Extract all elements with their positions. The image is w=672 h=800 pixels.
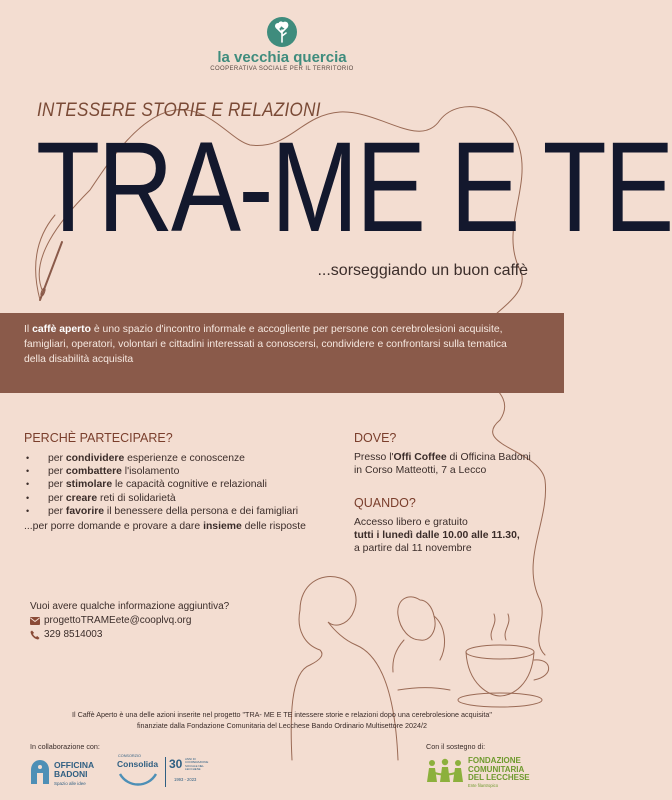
officina-badoni-icon bbox=[30, 759, 50, 785]
brand-subtitle: COOPERATIVA SOCIALE PER IL TERRITORIO bbox=[210, 66, 354, 72]
more-text: ...per porre domande e provare a dare insieme delle risposte bbox=[24, 521, 306, 532]
support-label: Con il sostegno di: bbox=[426, 742, 486, 751]
collab-label: In collaborazione con: bbox=[30, 742, 100, 751]
why-title: PERCHÈ PARTECIPARE? bbox=[24, 431, 173, 445]
oak-tree-logo-icon bbox=[267, 17, 297, 47]
contact-question: Vuoi avere qualche informazione aggiuntiva? bbox=[30, 601, 230, 612]
contact-email[interactable]: progettoTRAMEete@cooplvq.org bbox=[44, 615, 192, 626]
consolida-logo: CONSORZIO Consolida bbox=[116, 752, 161, 790]
when-text: Accesso libero e gratuito tutti i lunedì dalle 10.00 alle 11.30, a partire dal 11 novembre bbox=[354, 517, 520, 554]
project-footnote: Il Caffè Aperto è una delle azioni inserite nel progetto "TRA- ME E TE intessere storie e relazioni dopo una cerebrolesione acquisita" finanziate dalla Fondazione Comunitaria del Lecchese Bando Ordinario Multisettore 2024/2 bbox=[72, 710, 492, 730]
fondazione-logo: FONDAZIONE COMUNITARIA DEL LECCHESE Ente filantropico bbox=[426, 756, 556, 788]
officina-badoni-logo: OFFICINA BADONI Spazio alle idee bbox=[30, 757, 110, 789]
anniversary-logo: 30 ANNI DI COOPERAZIONE SOCIALE NEL LECCHESE 1993 - 2023 bbox=[165, 757, 218, 787]
list-item: • per creare reti di solidarietà bbox=[24, 492, 344, 505]
when-title: QUANDO? bbox=[354, 496, 416, 510]
brand-name: la vecchia quercia bbox=[217, 49, 347, 66]
list-item: • per stimolare le capacità cognitive e relazionali bbox=[24, 478, 344, 491]
intro-text: Il caffè aperto è uno spazio d'incontro informale e accogliente per persone con cerebrolesioni acquisite, famigliari, operatori, volontari e cittadini interessati a conoscersi, condividere e confrontarsi sulla tematica della disabilità acquisita bbox=[24, 324, 507, 365]
reasons-list bbox=[24, 452, 344, 518]
page-title: TRA-ME E TE bbox=[36, 116, 672, 259]
where-text: Presso l'Offi Coffee di Officina Badoni in Corso Matteotti, 7 a Lecco bbox=[354, 452, 531, 476]
fondazione-people-icon bbox=[426, 758, 464, 784]
list-item: • per favorire il benessere della persona e dei famigliari bbox=[24, 505, 344, 518]
list-item: • per combattere l'isolamento bbox=[24, 465, 344, 478]
consolida-arc-icon bbox=[118, 770, 158, 788]
kicker-title: INTESSERE STORIE E RELAZIONI bbox=[37, 100, 321, 121]
contact-phone[interactable]: 329 8514003 bbox=[44, 629, 103, 640]
list-item: • per condividere esperienze e conoscenze bbox=[24, 452, 344, 465]
tagline: ...sorseggiando un buon caffè bbox=[317, 262, 528, 279]
where-title: DOVE? bbox=[354, 431, 397, 445]
mail-icon bbox=[30, 617, 40, 625]
phone-icon bbox=[30, 630, 40, 640]
